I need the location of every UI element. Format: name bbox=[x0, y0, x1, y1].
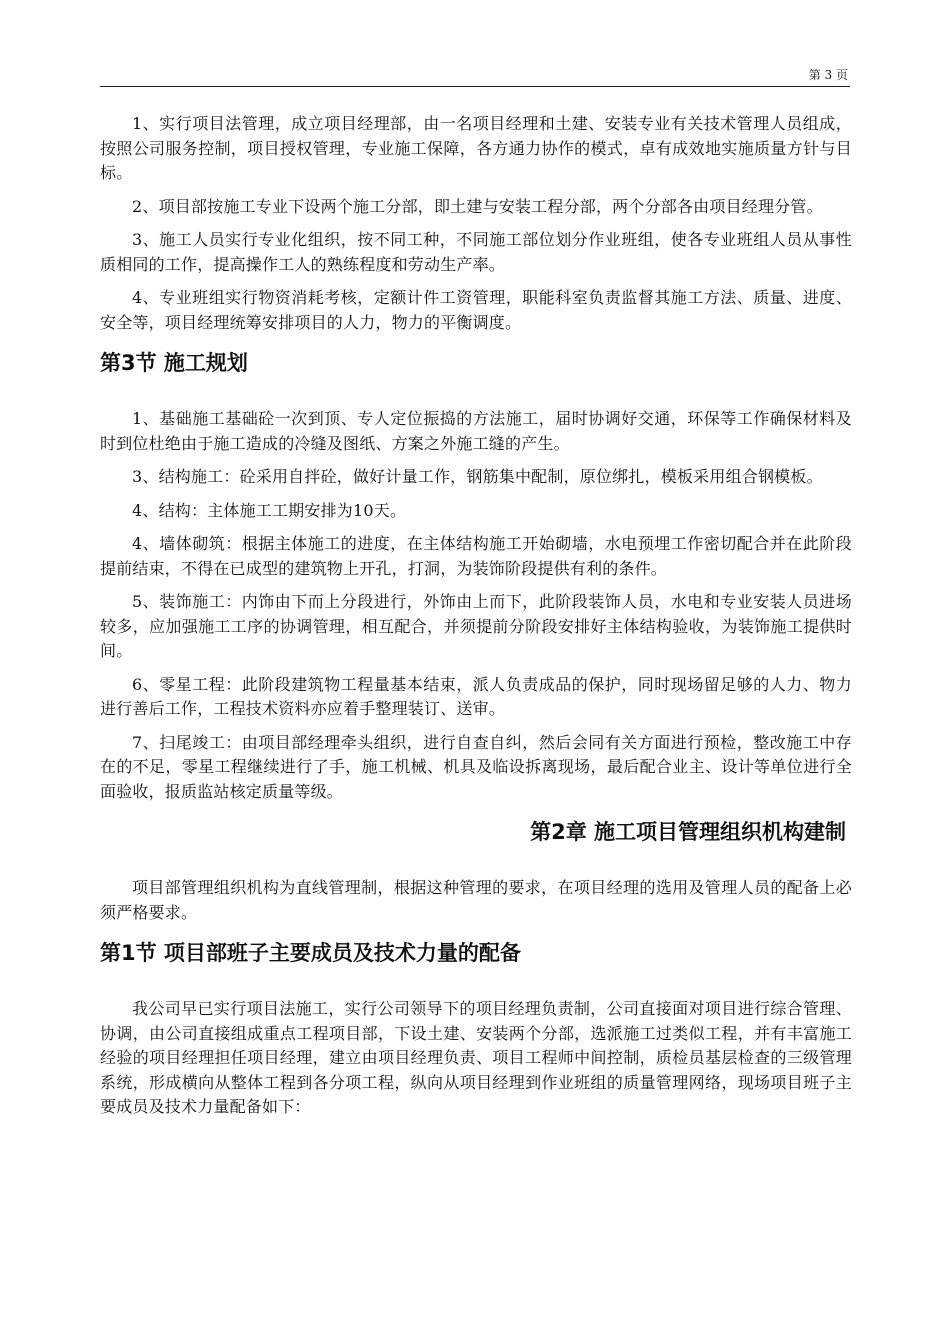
paragraph: 6、零星工程：此阶段建筑物工程量基本结束，派人负责成品的保护，同时现场留足够的人力、物力进行善后工作，工程技术资料亦应着手整理装订、送审。 bbox=[100, 674, 852, 718]
page-header bbox=[100, 62, 850, 87]
paragraph: 3、结构施工：砼采用自拌砼，做好计量工作，钢筋集中配制，原位绑扎，模板采用组合钢模板。 bbox=[132, 467, 823, 486]
paragraph: 1、实行项目法管理，成立项目经理部，由一名项目经理和土建、安装专业有关技术管理人员组成，按照公司服务控制，项目授权管理，专业施工保障，各方通力协作的模式，卓有成效地实施质量方针与目标。 bbox=[100, 114, 852, 182]
paragraph: 项目部管理组织机构为直线管理制，根据这种管理的要求，在项目经理的选用及管理人员的配备上必须严格要求。 bbox=[100, 878, 852, 922]
page-number: 第 3 页 bbox=[808, 68, 848, 82]
section-heading: 第3节 施工规划 bbox=[100, 351, 248, 375]
document-body bbox=[100, 112, 852, 1129]
paragraph: 3、施工人员实行专业化组织，按不同工种，不同施工部位划分作业班组，使各专业班组人员从事性质相同的工作，提高操作工人的熟练程度和劳动生产率。 bbox=[100, 230, 852, 274]
section-heading: 第1节 项目部班子主要成员及技术力量的配备 bbox=[100, 941, 521, 965]
paragraph: 1、基础施工基础砼一次到顶、专人定位振捣的方法施工，届时协调好交通，环保等工作确保材料及时到位杜绝由于施工造成的冷缝及图纸、方案之外施工缝的产生。 bbox=[100, 409, 852, 453]
paragraph: 4、专业班组实行物资消耗考核，定额计件工资管理，职能科室负责监督其施工方法、质量、进度、安全等，项目经理统筹安排项目的人力，物力的平衡调度。 bbox=[100, 288, 852, 332]
paragraph: 4、结构：主体施工工期安排为10天。 bbox=[132, 500, 407, 520]
paragraph: 4、墙体砌筑：根据主体施工的进度，在主体结构施工开始砌墙，水电预埋工作密切配合并在此阶段提前结束，不得在已成型的建筑物上开孔，打洞，为装饰阶段提供有利的条件。 bbox=[100, 534, 852, 578]
paragraph: 5、装饰施工：内饰由下而上分段进行，外饰由上而下，此阶段装饰人员，水电和专业安装人员进场较多，应加强施工工序的协调管理，相互配合，并须提前分阶段安排好主体结构验收，为装饰施工提供时间。 bbox=[100, 592, 852, 660]
chapter-heading: 第2章 施工项目管理组织机构建制 bbox=[530, 820, 846, 844]
paragraph: 7、扫尾竣工：由项目部经理牵头组织，进行自查自纠，然后会同有关方面进行预检，整改施工中存在的不足，零星工程继续进行了手，施工机械、机具及临设拆离现场，最后配合业主、设计等单位进行全面验收，报质监站核定质量等级。 bbox=[100, 732, 852, 801]
paragraph: 2、项目部按施工专业下设两个施工分部，即土建与安装工程分部，两个分部各由项目经理分管。 bbox=[132, 196, 823, 216]
paragraph: 我公司早已实行项目法施工，实行公司领导下的项目经理负责制，公司直接面对项目进行综合管理、协调，由公司直接组成重点工程项目部，下设土建、安装两个分部，选派施工过类似工程，并有丰富施工经验的项目经理担任项目经理，建立由项目经理负责、项目工程师中间控制，质检员基层检查的三级管理系统，形成横向从整体工程到各分项工程，纵向从项目经理到作业班组的质量管理网络，现场项目班子主要成员及技术力量配备如下： bbox=[100, 999, 852, 1116]
